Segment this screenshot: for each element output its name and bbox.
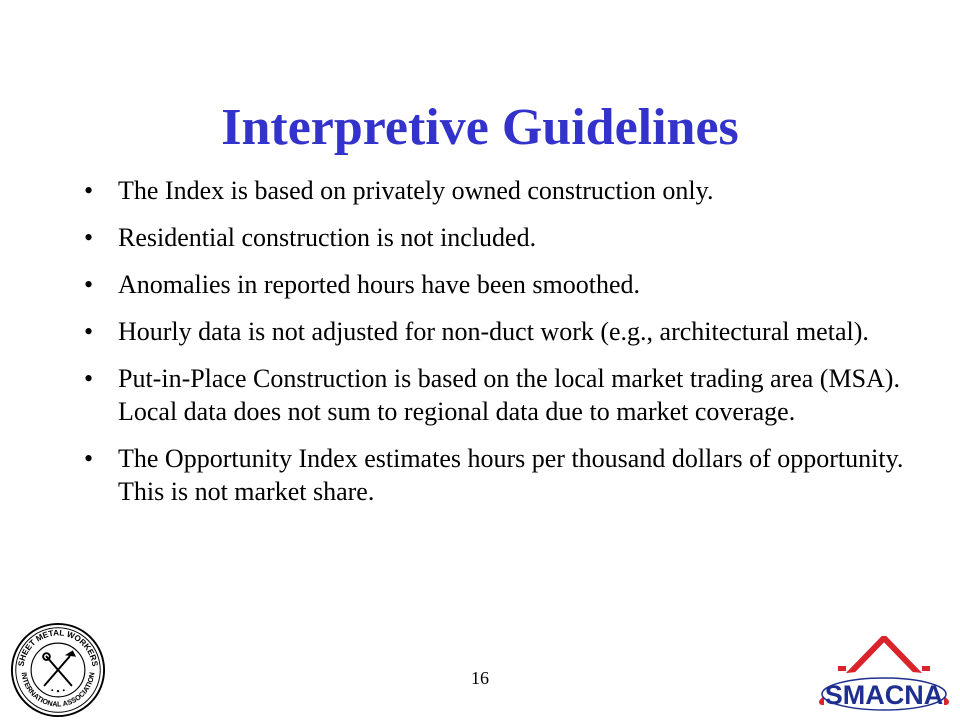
bullet-list	[80, 174, 910, 522]
bullet-item	[80, 221, 910, 254]
page-number: 16	[471, 668, 489, 688]
bullet-text: Put-in-Place Construction is based on the local market trading area (MSA). Local data does not sum to regional data due to market coverage.	[118, 364, 900, 426]
bullet-item	[80, 362, 910, 428]
bullet-dot-icon: •	[84, 444, 94, 473]
bullet-dot-icon: •	[84, 364, 94, 393]
bullet-item	[80, 442, 910, 508]
bullet-text: Anomalies in reported hours have been smoothed.	[118, 270, 641, 299]
bullet-text: Residential construction is not included.	[118, 223, 537, 252]
bullet-item	[80, 315, 910, 348]
bullet-text: The Index is based on privately owned construction only.	[118, 176, 714, 205]
svg-text:SHEET METAL WORKERS: SHEET METAL WORKERS	[16, 628, 100, 668]
bullet-dot-icon: •	[84, 223, 94, 252]
bullet-dot-icon: •	[84, 176, 94, 205]
svg-text:INTERNATIONAL ASSOCIATION: INTERNATIONAL ASSOCIATION	[19, 671, 97, 709]
slide-title: Interpretive Guidelines	[221, 99, 739, 156]
bullet-item	[80, 268, 910, 301]
bullet-item	[80, 174, 910, 207]
bullet-text: Hourly data is not adjusted for non-duct work (e.g., architectural metal).	[118, 317, 869, 346]
bullet-dot-icon: •	[84, 317, 94, 346]
svg-text:SMACNA: SMACNA	[824, 680, 944, 710]
bullet-dot-icon: •	[84, 270, 94, 299]
bullet-text: The Opportunity Index estimates hours per thousand dollars of opportunity. This is not market share.	[118, 444, 904, 506]
